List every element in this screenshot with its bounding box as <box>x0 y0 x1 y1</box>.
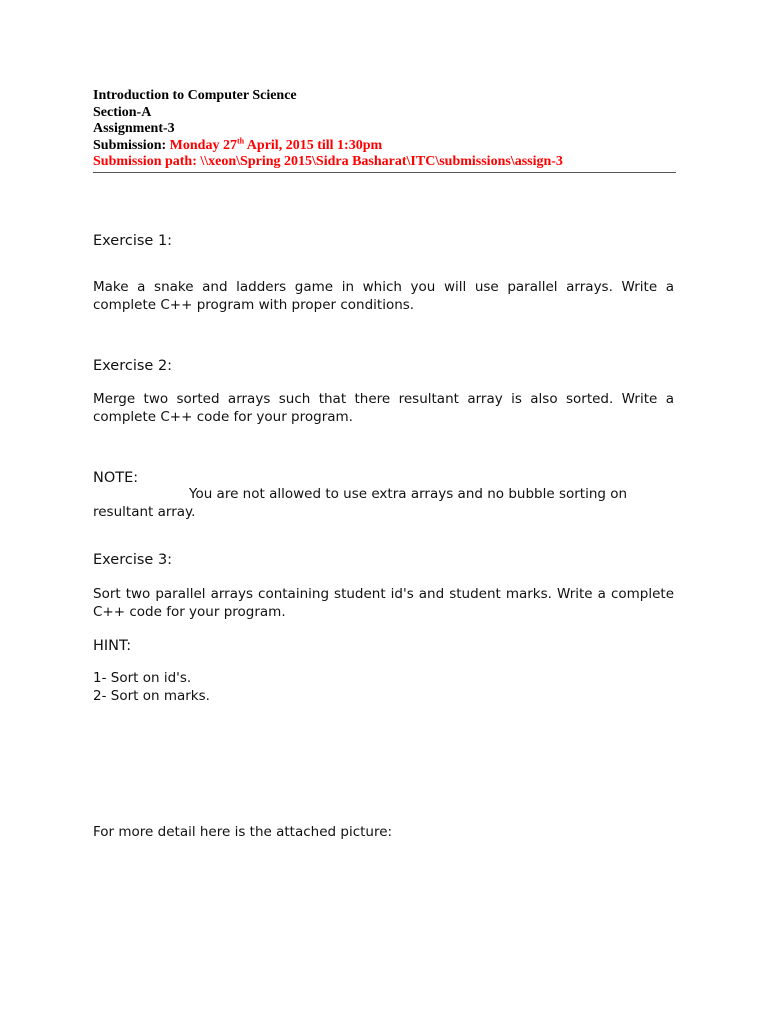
note-text <box>93 485 674 521</box>
note-title: NOTE: <box>93 470 139 486</box>
attached-picture-note: For more detail here is the attached picture: <box>93 824 393 840</box>
submission-line <box>93 135 676 155</box>
exercise-1-text: Make a snake and ladders game in which you will use parallel arrays. Write a complete C++ program with proper conditions. <box>93 279 674 313</box>
hint-list <box>93 669 674 705</box>
assignment-label: Assignment-3 <box>93 121 175 136</box>
exercise-3-text: Sort two parallel arrays containing student id's and student marks. Write a complete C++ code for your program. <box>93 586 674 620</box>
course-title: Introduction to Computer Science <box>93 88 297 103</box>
submission-deadline <box>169 135 383 153</box>
exercise-3-title: Exercise 3: <box>93 552 173 568</box>
exercise-1-title: Exercise 1: <box>93 233 173 249</box>
section-label: Section-A <box>93 104 152 120</box>
note-text-line-1: You are not allowed to use extra arrays and no bubble sorting on <box>189 486 628 502</box>
hint-item: 2- Sort on marks. <box>93 688 210 704</box>
exercise-2-title: Exercise 2: <box>93 358 173 374</box>
submission-path-label: Submission path: <box>93 154 197 169</box>
document-header <box>93 88 676 171</box>
header-divider <box>93 172 676 173</box>
submission-date-post: April, 2015 till 1:30pm <box>244 137 383 153</box>
submission-date-pre: Monday 27 <box>169 137 237 153</box>
hint-title: HINT: <box>93 638 132 654</box>
exercise-2-text: Merge two sorted arrays such that there resultant array is also sorted. Write a complete C++ code for your program. <box>93 391 674 425</box>
submission-path-value: \\xeon\Spring 2015\Sidra Basharat\ITC\submissions\assign-3 <box>196 154 563 169</box>
submission-label: Submission: <box>93 137 167 153</box>
hint-item: 1- Sort on id's. <box>93 670 192 686</box>
note-text-line-2: resultant array. <box>93 504 196 520</box>
date-suffix: th <box>236 135 245 145</box>
submission-path-line <box>93 154 676 171</box>
